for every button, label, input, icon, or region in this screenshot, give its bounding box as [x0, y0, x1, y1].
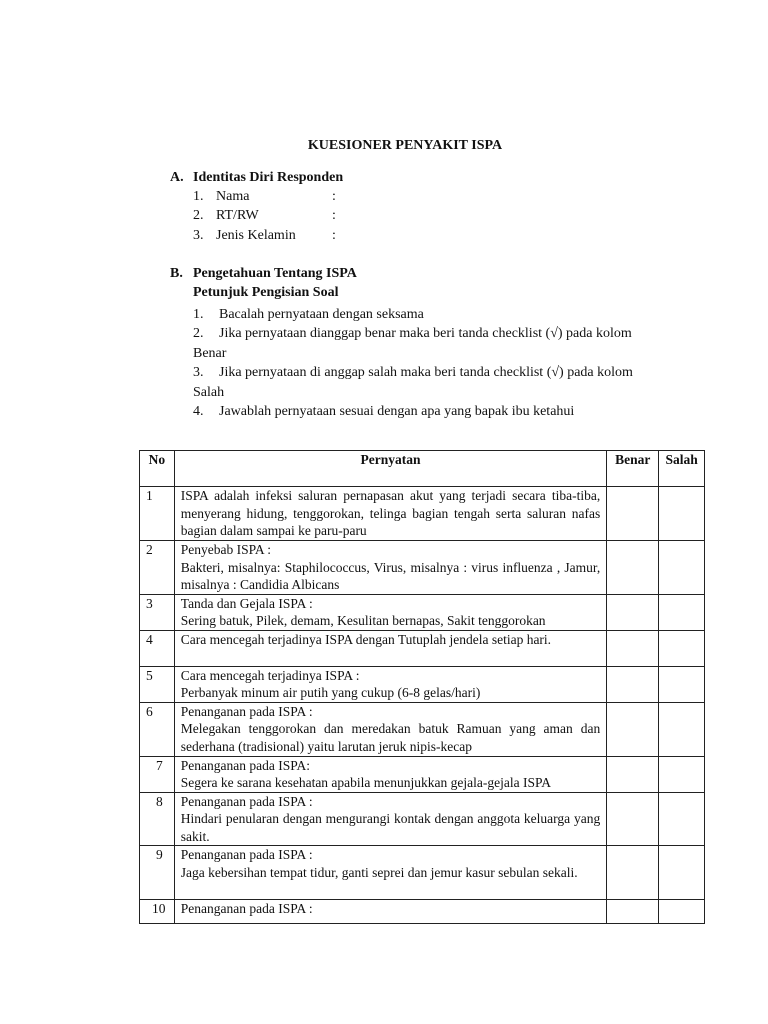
- false-checkbox-cell[interactable]: [659, 487, 705, 541]
- row-number: 3: [140, 594, 175, 630]
- statement-line: Hindari penularan dengan mengurangi kontak dengan anggota keluarga yang sakit.: [180, 811, 601, 844]
- identity-label: Jenis Kelamin: [216, 228, 296, 243]
- statement-cell: [174, 756, 606, 792]
- row-number: 8: [140, 792, 175, 846]
- section-b-heading: [170, 266, 357, 282]
- statement-line: Jaga kebersihan tempat tidur, ganti seprei dan jemur kasur sebulan sekali.: [180, 864, 578, 880]
- instructions-title: Petunjuk Pengisian Soal: [193, 285, 339, 300]
- instruction-num: 4.: [193, 404, 204, 419]
- section-b-letter: B.: [170, 266, 183, 281]
- false-checkbox-cell[interactable]: [659, 630, 705, 666]
- false-checkbox-cell[interactable]: [659, 594, 705, 630]
- true-checkbox-cell[interactable]: [607, 487, 659, 541]
- table-row: [140, 846, 705, 900]
- false-checkbox-cell[interactable]: [659, 792, 705, 846]
- statement-heading: Penanganan pada ISPA :: [180, 793, 313, 809]
- true-checkbox-cell[interactable]: [607, 702, 659, 756]
- table-row: [140, 541, 705, 595]
- identity-item-name: [193, 189, 336, 208]
- true-checkbox-cell[interactable]: [607, 900, 659, 924]
- table-row: [140, 900, 705, 924]
- true-checkbox-cell[interactable]: [607, 792, 659, 846]
- row-number: 5: [140, 666, 175, 702]
- statement-cell: [174, 900, 606, 924]
- statement-heading: Penanganan pada ISPA :: [180, 847, 313, 862]
- false-checkbox-cell[interactable]: [659, 702, 705, 756]
- false-checkbox-cell[interactable]: [659, 666, 705, 702]
- statement-line: Segera ke sarana kesehatan apabila menunjukkan gejala-gejala ISPA: [180, 775, 551, 790]
- section-a-heading: [170, 170, 343, 186]
- instruction-item: [193, 324, 653, 363]
- header-true: Benar: [607, 451, 659, 487]
- statement-cell: [174, 846, 606, 900]
- table-row: [140, 792, 705, 846]
- identity-item-gender: [193, 228, 336, 247]
- identity-colon: :: [332, 189, 336, 204]
- identity-num: 2.: [193, 208, 204, 223]
- statement-heading: Penanganan pada ISPA:: [180, 757, 310, 773]
- statement-line: Cara mencegah terjadinya ISPA dengan Tutuplah jendela setiap hari.: [180, 631, 552, 647]
- statement-cell: [174, 630, 606, 666]
- statement-heading: Penanganan pada ISPA :: [180, 703, 313, 719]
- table-row: [140, 756, 705, 792]
- instruction-num: 1.: [193, 307, 204, 322]
- table-row: [140, 630, 705, 666]
- instruction-text: Jika pernyataan dianggap benar maka beri tanda checklist (√) pada kolom Benar: [193, 326, 632, 361]
- identity-colon: :: [332, 208, 336, 223]
- row-number: 1: [140, 487, 175, 541]
- statement-heading: Penyebab ISPA :: [180, 542, 272, 557]
- statement-cell: [174, 594, 606, 630]
- false-checkbox-cell[interactable]: [659, 900, 705, 924]
- header-no: No: [140, 451, 175, 487]
- page-title: KUESIONER PENYAKIT ISPA: [307, 138, 503, 153]
- row-number: 6: [140, 702, 175, 756]
- statement-line: ISPA adalah infeksi saluran pernapasan akut yang terjadi secara tiba-tiba, menyerang hidung, tenggorokan, telinga bagian tengah serta saluran nafas bagian dalam sampai ke paru-paru: [180, 488, 601, 538]
- true-checkbox-cell[interactable]: [607, 541, 659, 595]
- instruction-item: [193, 305, 653, 325]
- table-row: [140, 487, 705, 541]
- table-header-row: [140, 451, 705, 487]
- statement-line: Melegakan tenggorokan dan meredakan batuk Ramuan yang aman dan sederhana (tradisional) yaitu larutan jeruk nipis-kecap: [180, 721, 601, 754]
- row-number: 2: [140, 541, 175, 595]
- statement-cell: [174, 487, 606, 541]
- statement-cell: [174, 702, 606, 756]
- statement-line: Bakteri, misalnya: Staphilococcus, Virus, misalnya : virus influenza , Jamur, misalnya : Candidia Albicans: [180, 559, 601, 592]
- instruction-item: [193, 363, 653, 402]
- row-number: 9: [140, 846, 175, 900]
- false-checkbox-cell[interactable]: [659, 756, 705, 792]
- instruction-num: 2.: [193, 326, 204, 341]
- row-number: 4: [140, 630, 175, 666]
- table-row: [140, 702, 705, 756]
- statement-cell: [174, 541, 606, 595]
- statement-cell: [174, 666, 606, 702]
- identity-label: RT/RW: [216, 208, 259, 223]
- header-statement: Pernyatan: [174, 451, 606, 487]
- true-checkbox-cell[interactable]: [607, 846, 659, 900]
- instruction-text: Jawablah pernyataan sesuai dengan apa yang bapak ibu ketahui: [219, 404, 575, 419]
- row-number: 10: [140, 900, 175, 924]
- header-false: Salah: [659, 451, 705, 487]
- section-a-title: Identitas Diri Responden: [193, 170, 344, 185]
- true-checkbox-cell[interactable]: [607, 756, 659, 792]
- false-checkbox-cell[interactable]: [659, 846, 705, 900]
- identity-num: 1.: [193, 189, 204, 204]
- statement-heading: Penanganan pada ISPA :: [180, 901, 313, 916]
- statement-heading: Tanda dan Gejala ISPA :: [180, 595, 313, 611]
- section-b-title: Pengetahuan Tentang ISPA: [193, 266, 357, 281]
- true-checkbox-cell[interactable]: [607, 666, 659, 702]
- statement-cell: [174, 792, 606, 846]
- true-checkbox-cell[interactable]: [607, 594, 659, 630]
- true-checkbox-cell[interactable]: [607, 630, 659, 666]
- instruction-text: Bacalah pernyataan dengan seksama: [219, 307, 424, 322]
- identity-item-rtrw: [193, 208, 336, 227]
- statement-line: Perbanyak minum air putih yang cukup (6-8 gelas/hari): [180, 685, 481, 700]
- table-row: [140, 594, 705, 630]
- section-a-letter: A.: [170, 170, 184, 185]
- table-row: [140, 666, 705, 702]
- identity-num: 3.: [193, 228, 204, 243]
- instruction-item: [193, 402, 653, 422]
- identity-colon: :: [332, 228, 336, 243]
- false-checkbox-cell[interactable]: [659, 541, 705, 595]
- instruction-text: Jika pernyataan di anggap salah maka beri tanda checklist (√) pada kolom Salah: [193, 365, 633, 400]
- identity-label: Nama: [216, 189, 250, 204]
- questionnaire-table: [139, 450, 705, 924]
- statement-line: Sering batuk, Pilek, demam, Kesulitan bernapas, Sakit tenggorokan: [180, 613, 546, 628]
- statement-heading: Cara mencegah terjadinya ISPA :: [180, 667, 360, 683]
- row-number: 7: [140, 756, 175, 792]
- instruction-num: 3.: [193, 365, 204, 380]
